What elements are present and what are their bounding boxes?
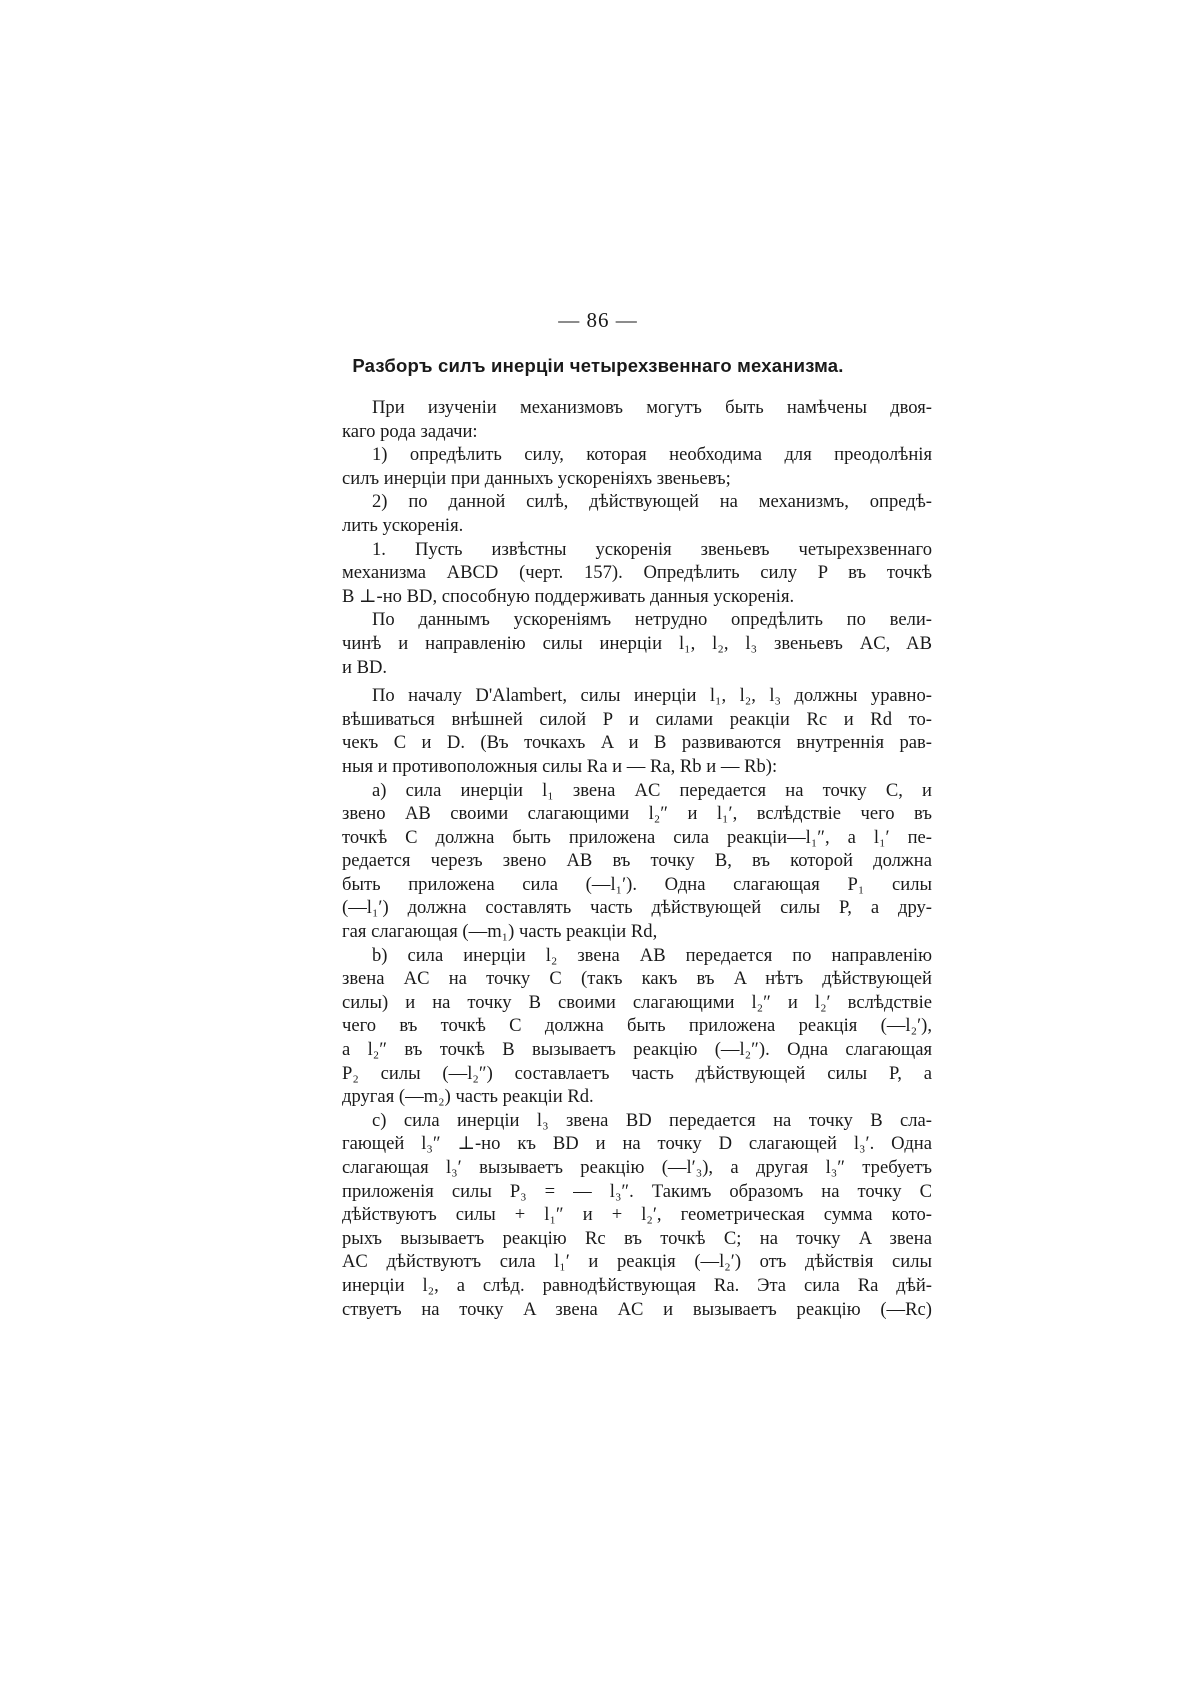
text-line: (—l₁′) должна составлять часть дѣйствующей силы P, а дру- <box>342 897 932 919</box>
text-line: каго рода задачи: <box>342 420 478 442</box>
text-line: чего въ точкѣ C должна быть приложена реакція (—l₂′), <box>342 1015 932 1037</box>
text-line: 2) по данной силѣ, дѣйствующей на механизмъ, опредѣ- <box>372 491 932 513</box>
text-line: точкѣ C должна быть приложена сила реакціи—l₁″, а l₁′ пе- <box>342 826 932 848</box>
text-line: рыхъ вызываетъ реакцію Rc въ точкѣ C; на точку A звена <box>342 1227 932 1249</box>
text-line: другая (—m₂) часть реакціи Rd. <box>342 1086 594 1108</box>
text-line: и BD. <box>342 656 388 678</box>
text-line: По даннымъ ускореніямъ нетрудно опредѣлить по вели- <box>372 609 932 631</box>
text-line: B ⊥-но BD, способную поддерживать данныя ускоренія. <box>342 585 795 607</box>
text-line: По началу D'Alambert, силы инерціи l₁, l₂, l₃ должны уравно- <box>372 685 932 707</box>
text-line: быть приложена сила (—l₁′). Одна слагающая P₁ силы <box>342 873 932 895</box>
text-line: вѣшиваться внѣшней силой P и силами реакціи Rc и Rd то- <box>342 708 932 730</box>
text-line: P₂ силы (—l₂″) составлаетъ часть дѣйствующей силы P, а <box>342 1062 932 1084</box>
text-line: дѣйствуютъ силы + l₁″ и + l₂′, геометрическая сумма кото- <box>342 1204 932 1226</box>
body-text <box>342 396 932 1321</box>
text-line: AC дѣйствуютъ сила l₁′ и реакція (—l₂′) отъ дѣйствія силы <box>342 1251 932 1273</box>
text-line: силы) и на точку B своими слагающими l₂″ и l₂′ вслѣдствіе <box>342 991 932 1013</box>
text-line: звена AC на точку C (такъ какъ въ A нѣтъ дѣйствующей <box>342 968 932 990</box>
text-line: b) сила инерціи l₂ звена AB передается по направленію <box>372 944 932 966</box>
text-line: 1. Пусть извѣстны ускоренія звеньевъ четырехзвеннаго <box>372 538 932 560</box>
text-line: инерціи l₂, а слѣд. равнодѣйствующая Ra. Эта сила Ra дѣй- <box>342 1274 932 1296</box>
text-line: При изученіи механизмовъ могутъ быть намѣчены двоя- <box>372 397 932 418</box>
text-line: приложенія силы P₃ = — l₃″. Такимъ образомъ на точку C <box>342 1180 932 1202</box>
text-line: 1) опредѣлить силу, которая необходима для преодолѣнія <box>372 444 932 466</box>
text-line: гающей l₃″ ⊥-но къ BD и на точку D слагающей l₃′. Одна <box>342 1133 932 1155</box>
text-line: ствуетъ на точку A звена AC и вызываетъ реакцію (—Rc) <box>342 1298 932 1320</box>
text-line: гая слагающая (—m₁) часть реакціи Rd, <box>342 921 658 943</box>
text-line: механизма ABCD (черт. 157). Опредѣлить силу P въ точкѣ <box>342 562 932 584</box>
text-line: звено AB своими слагающими l₂″ и l₁′, вслѣдствіе чего въ <box>342 803 932 825</box>
text-line: a) сила инерціи l₁ звена AC передается на точку C, и <box>372 779 932 801</box>
text-line: лить ускоренія. <box>342 514 464 536</box>
text-line: а l₂″ въ точкѣ B вызываетъ реакцію (—l₂″). Одна слагающая <box>342 1039 932 1061</box>
text-line: редается черезъ звено AB въ точку B, въ которой должна <box>342 850 932 872</box>
text-line: силъ инерціи при данныхъ ускореніяхъ звеньевъ; <box>342 467 731 489</box>
text-line: слагающая l₃′ вызываетъ реакцію (—l′₃), а другая l₃″ требуетъ <box>342 1157 932 1178</box>
text-line: чекъ C и D. (Въ точкахъ A и B развиваются внутреннія рав- <box>342 732 932 754</box>
page-number: — 86 — <box>558 308 638 332</box>
text-line: чинѣ и направленію силы инерціи l₁, l₂, l₃ звеньевъ AC, AB <box>342 632 932 654</box>
section-title: Разборъ силъ инерціи четырехзвеннаго механизма. <box>352 355 844 376</box>
text-line: ныя и противоположныя силы Ra и — Ra, Rb и — Rb): <box>342 755 778 777</box>
text-line: c) сила инерціи l₃ звена BD передается на точку B сла- <box>372 1109 932 1131</box>
